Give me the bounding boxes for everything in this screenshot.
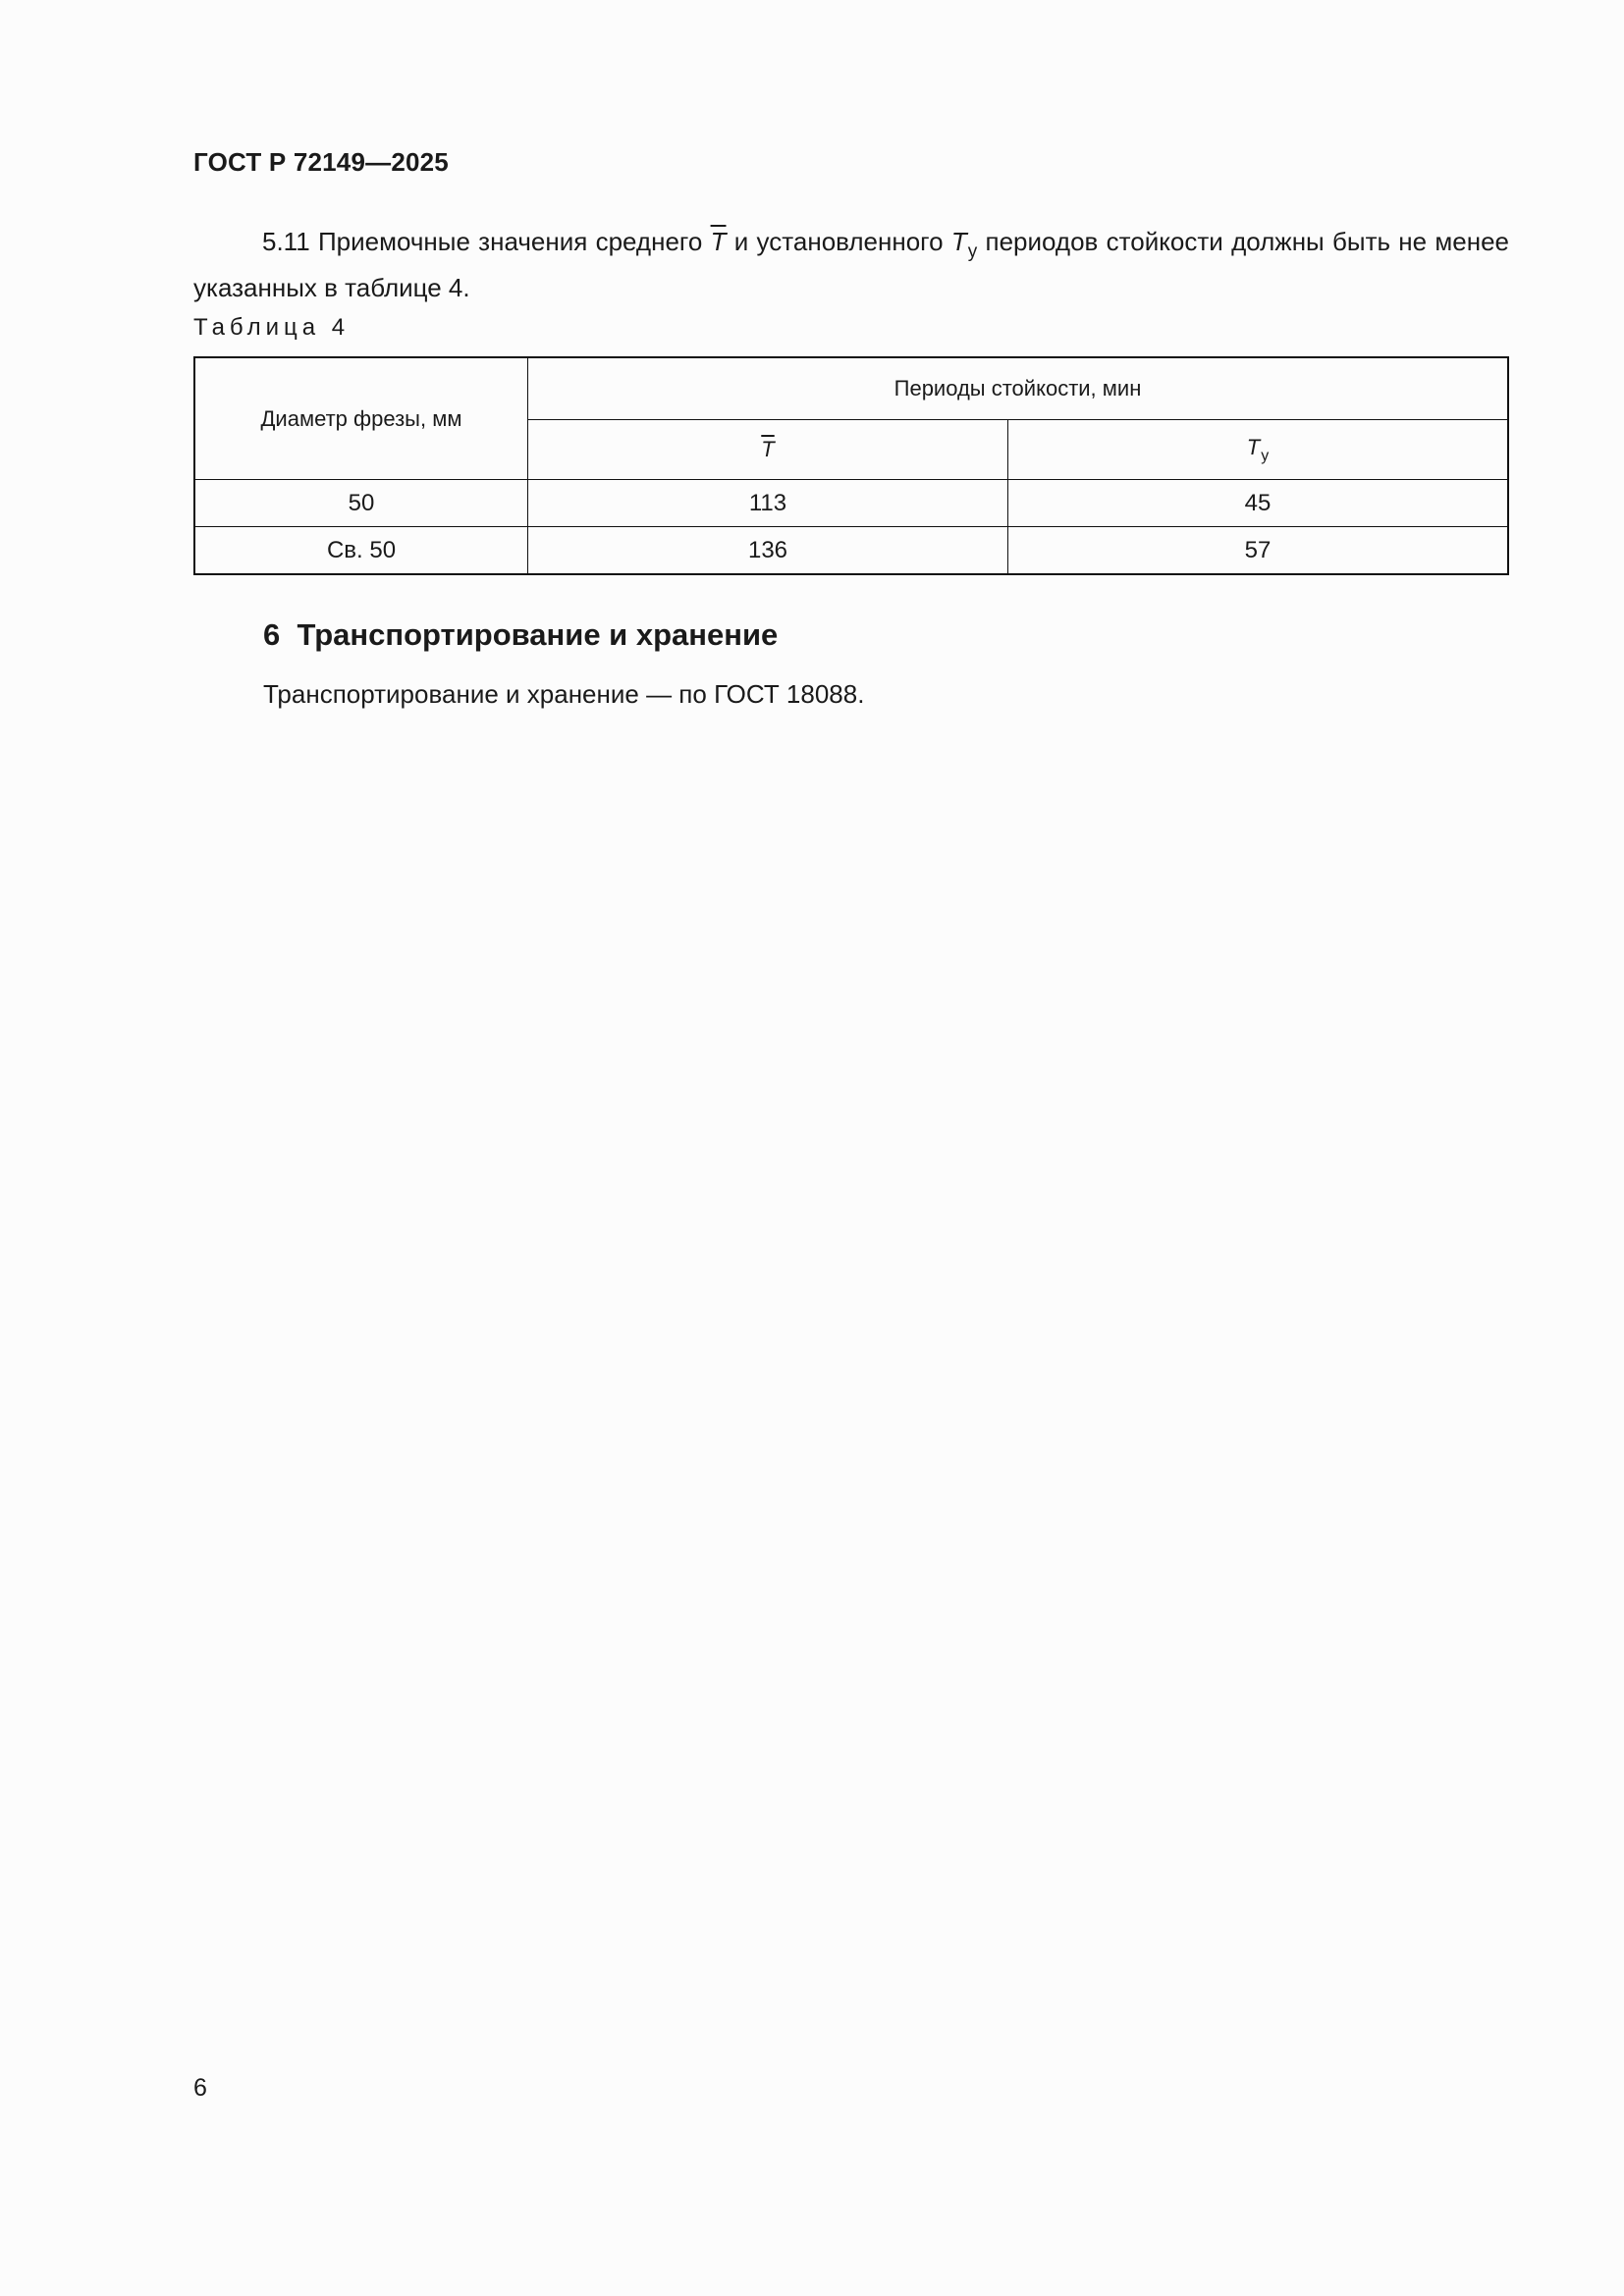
header-set-period [1008, 420, 1509, 480]
table-4 [193, 356, 1509, 575]
table-row [194, 527, 1508, 575]
table-caption: Таблица 4 [193, 314, 351, 341]
section-6-body: Транспортирование и хранение — по ГОСТ 18088. [263, 679, 865, 709]
section-6-title: 6 Транспортирование и хранение [263, 617, 779, 652]
cell-set-period: 45 [1008, 480, 1509, 527]
clause-5-11 [193, 224, 1509, 305]
cell-set-period: 57 [1008, 527, 1509, 575]
clause-text-part2: и установленного [733, 227, 944, 256]
header-mean-period [528, 420, 1008, 480]
page-number: 6 [193, 2074, 207, 2102]
mean-period-col-symbol: $\overline{T}$ [761, 437, 775, 461]
set-period-col-subscript: у [1261, 447, 1270, 464]
clause-text-part3: периодов стойкости должны быть не менее указанных в таблице 4. [193, 227, 1510, 302]
set-period-col-symbol: T [1246, 434, 1261, 459]
header-diameter: Диаметр фрезы, мм [194, 357, 528, 480]
table-header-row [194, 357, 1508, 420]
mean-period-symbol: $\overline{T}$ [710, 227, 727, 256]
cell-mean-period: 136 [528, 527, 1008, 575]
set-period-subscript: у [967, 241, 978, 262]
document-header: ГОСТ Р 72149—2025 [193, 147, 449, 177]
clause-text-part1: Приемочные значения среднего [317, 227, 703, 256]
cell-diameter: Св. 50 [194, 527, 528, 575]
table-row [194, 480, 1508, 527]
set-period-symbol: T [950, 227, 967, 256]
cell-mean-period: 113 [528, 480, 1008, 527]
clause-number: 5.11 [262, 227, 310, 256]
cell-diameter: 50 [194, 480, 528, 527]
header-periods: Периоды стойкости, мин [528, 357, 1509, 420]
